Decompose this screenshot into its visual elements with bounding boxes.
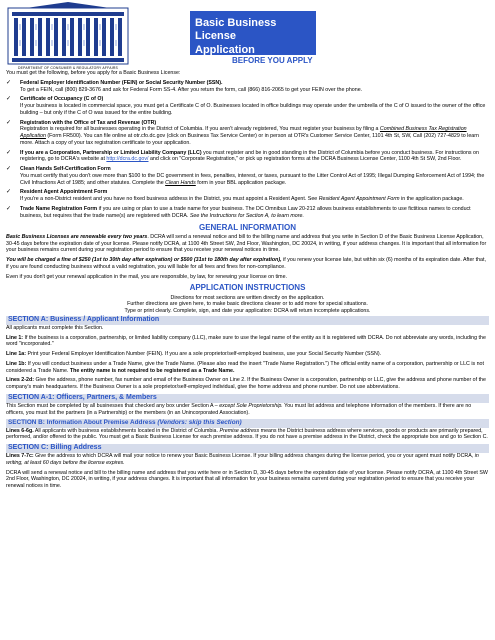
checklist-item-title: Resident Agent Appointment Form [20, 189, 108, 196]
line-text: If you will conduct business under a Trade Name, give the Trade Name. (Please also read the insert "Trade Name Registration.") The official entity name of a corporation, partnership or LLC is not considered a Trade Name. [6, 360, 484, 374]
renewal-paragraph [6, 234, 489, 254]
dcra-website-link[interactable]: http://dcra.dc.gov/ [106, 156, 149, 163]
title-line-2: Application Instructions [195, 43, 258, 70]
checklist-item [6, 120, 489, 147]
instructions-line-2: Further directions are given here, to make basic directions clearer or to add more for special situations. [127, 301, 368, 308]
renewal-text: . DCRA will send a renewal notice and bill to the billing name and address that you write in Section D of the Basic Business License Application, 30-45 days before the expiration date of your license. Please notify DCRA, at 1100 4th Street SW, 2nd Floor, Washington, DC 20024, in writing, if your address changes. It is important that all information for your business remains current during your registration period to ensure that you receive your renewal notices in time. [6, 233, 487, 254]
section-c-heading: SECTION C: Billing Address [6, 444, 489, 453]
checkmark-icon: ✓ [6, 149, 12, 156]
requirements-checklist [6, 80, 489, 220]
section-b-title: SECTION B: Information About Premise Address [8, 419, 158, 427]
checklist-item [6, 80, 489, 94]
checklist-item-body: Registration is required for all businesses operating in the District of Columbia. If you aren't already registered, You must register your business by filing a [20, 126, 380, 133]
section-a-line-1b [6, 361, 489, 375]
line-emphasis: The entity name is not required to be registered as a Trade Name. [69, 367, 235, 374]
line-label: Lines 6-6g. [6, 427, 34, 434]
section-text: All applicants with business establishments located in the District of Columbia. [33, 427, 220, 434]
resident-agent-form-ref: Resident Agent Appointment Form [318, 196, 400, 203]
line-label: Lines 2-2d: [6, 377, 34, 384]
checklist-item-title: If you are a Corporation, Partnership or Limited Liability Company (LLC) [20, 149, 202, 156]
section-text-italic: in writing, at least 60 days before the license expires. [6, 453, 479, 466]
line-label: Line 1a: [6, 351, 27, 358]
checklist-item-title: Trade Name Registration Form [20, 206, 98, 213]
checklist-item [6, 166, 489, 186]
section-a-line-1a [6, 351, 489, 358]
checklist-item-body: you must register and be in good standing in the District of Columbia before you conduct business. For instructions on registering, go to DCRA's website at [20, 149, 479, 163]
fine-lead: You will be charged a fine of $250 (1st to 30th day after expiration) or $500 (31st to 180th day after expiration), [6, 257, 282, 264]
checklist-item [6, 150, 489, 164]
line-label: Line 1b: [6, 360, 27, 367]
checklist-item [6, 189, 489, 203]
line-text: Print your Federal Employer Identification Number (FEIN). If you are a sole proprietor/self-employed business, use your Social Security Number (SSN). [26, 351, 382, 358]
section-c-text [6, 453, 489, 467]
checklist-item-body-tail: (Form FR500). You can file online at otr.cfo.dc.gov (click on Business Tax Service Center) or in person at OTR's Customer Service Center, 1101 4th St, SW, Call (202) 727-4829 to learn more. Attach a copy of your tax registration certificate to your application. [20, 133, 479, 146]
checkmark-icon: ✓ [6, 166, 12, 173]
line-text: If the business is a corporation, partnership, or limited liability company (LLC), make sure to use the legal name of the entity as it is registered with DCRA. Do not abbreviate any words, including the word "incorporated." [6, 334, 486, 348]
checklist-item-body: To get a FEIN, call (800) 829-3676 and ask for Federal Form SS-4. After you return the form, call (866) 816-2065 to get your FEIN over the phone. [20, 86, 363, 93]
fine-text: if you renew your license late, but within six (6) months of its expiration date. After that, if you are found conducting business without a valid registration, you will liable for all fees and fines for non-compliance. [6, 257, 486, 270]
checklist-item-body: You must certify that you don't owe more than $100 to the DC government in fees, penalties, interest, or taxes, pursuant to the Litter Control Act of 1995; Illegal Dumping Enforcement Act of 1994; the Civil Infractions Act of 1985; and other statutes. Complete the [20, 172, 485, 186]
instructions-line-3: Type or print clearly. Complete, sign, and date your application: DCRA will return incomplete applications. [124, 308, 371, 315]
application-instructions-heading: APPLICATION INSTRUCTIONS [189, 283, 306, 293]
checkmark-icon: ✓ [6, 206, 12, 213]
section-text-tail: means the District business address where services, goods or products are primarily prepared, performed, and/or offered to the public. You must get a Basic Business License for each premise address. If you do not have a premise address in the District, check the appropriate box and go to Section C. [6, 427, 488, 441]
checklist-item-title: Certificate of Occupancy (C of O) [20, 96, 104, 103]
fine-paragraph [6, 257, 489, 271]
checkmark-icon: ✓ [6, 189, 12, 196]
section-a-note: All applicants must complete this Section. [6, 324, 104, 331]
checkmark-icon: ✓ [6, 79, 12, 86]
checklist-item [6, 206, 489, 220]
checklist-item-body-tail: in the application package. [399, 196, 464, 203]
line-label: Line 1: [6, 334, 24, 341]
section-b-text [6, 428, 489, 442]
checkmark-icon: ✓ [6, 96, 12, 103]
section-a-heading: SECTION A: Business / Applicant Information [6, 316, 489, 325]
checklist-item-body: if you are using or plan to use a trade name for your business. The DC Omnibus Law 20-212 allows business establishments to use fictitious names to conduct business, but requires that the trade name(s) are registered with DCRA. [20, 206, 471, 219]
section-a-line-1 [6, 335, 489, 349]
title-line-1: Basic Business License [195, 17, 277, 43]
general-information-heading: GENERAL INFORMATION [198, 222, 297, 232]
dcra-building-logo [6, 2, 130, 66]
before-you-apply-heading: BEFORE YOU APPLY [232, 56, 313, 65]
line-label: Lines 7-7c: [6, 453, 34, 460]
logo-caption: DEPARTMENT OF CONSUMER & REGULATORY AFFAIRS [18, 66, 118, 70]
checklist-item-title: Clean Hands Self-Certification Form [20, 166, 111, 173]
intro-text: You must get the following, before you apply for a Basic Business License: [6, 70, 181, 76]
instructions-line-1: Directions for most sections are written directly on the application. [170, 294, 325, 301]
tax-registration-form-link[interactable]: Combined Business Tax Registration Application [20, 126, 467, 140]
checkmark-icon: ✓ [6, 119, 12, 126]
section-text-italic: except Sole Proprietorship. [219, 402, 283, 409]
checklist-item-body-tail: and click on "Corporate Registration," or pick up registration forms at the DCRA Business License Center, 1100 4th St SW, 2nd Floor. [148, 156, 462, 163]
document-body [6, 70, 489, 493]
checklist-item-body: If you're a non-District resident and you have no fixed business address in the District, you must appoint a Resident Agent. See [20, 196, 319, 203]
checklist-item [6, 96, 489, 116]
section-c-renewal-text: DCRA will send a renewal notice and bill to the billing name and address that you write here or in Section D, 30-45 days before the expiration date of your license. Please notify DCRA, at 1100 4th Street SW 2nd Floor, Washington, DC 20024, in writing, if your address changes. It is important that all information for your business remains current during your registration period to ensure that you receive your renewal notices in time. [6, 469, 488, 490]
section-a-lines-2-2d [6, 377, 489, 391]
section-b-heading [6, 419, 489, 427]
checklist-item-body-tail: form in your BBL application package. [195, 179, 287, 186]
section-a1-text [6, 403, 489, 417]
section-a1-heading: SECTION A-1: Officers, Partners, & Members [6, 394, 489, 403]
clean-hands-form-link[interactable]: Clean Hands [165, 179, 196, 186]
checklist-item-title: Registration with the Office of Tax and Revenue (OTR) [20, 119, 157, 126]
checklist-item-note: See the Instructions for Section A, to learn more. [189, 212, 304, 219]
line-text: Give the address, phone number, fax number and email of the Business Owner on Line 2. If the Business Owner is a corporation, partnership or LLC, give the address and phone number of the company's main headquarters. If the Business Owner is a sole proprietor/self-employed individual, give the home address and phone number. Do not use abbreviations. [6, 377, 486, 391]
checklist-item-title: Federal Employer Identification Number (FEIN) or Social Security Number (SSN). [20, 79, 223, 86]
section-text-italic: Premise address [219, 427, 260, 434]
section-text: Give the address to which DCRA will mail your notice to renew your Basic Business License. If your billing address changes during the license period, you or your agent must notify DCRA, [33, 453, 475, 460]
checklist-item-body: If your business is located in commercial space, you must get a Certificate C of O. Businesses located in office buildings may operate under the umbrella of the C of O issued to the owner of the office building – but only if the C of O was issued for the entire building. [20, 103, 486, 116]
section-text-tail: You must list address and telephone information of the members. If there are no officers, you must list the partners (in a Partnership) or the members (in an Unincorporated Association). [6, 402, 472, 416]
section-text: This Section must be completed by all businesses that checked any box under Section A – [6, 402, 220, 409]
responsibility-paragraph: Even if you don't get your renewal application in the mail, you are responsible, by law, for renewing your license on time. [6, 273, 288, 280]
section-b-note: (Vendors: skip this Section) [157, 419, 242, 427]
renewal-lead: Basic Business Licenses are renewable every two years [6, 233, 148, 240]
